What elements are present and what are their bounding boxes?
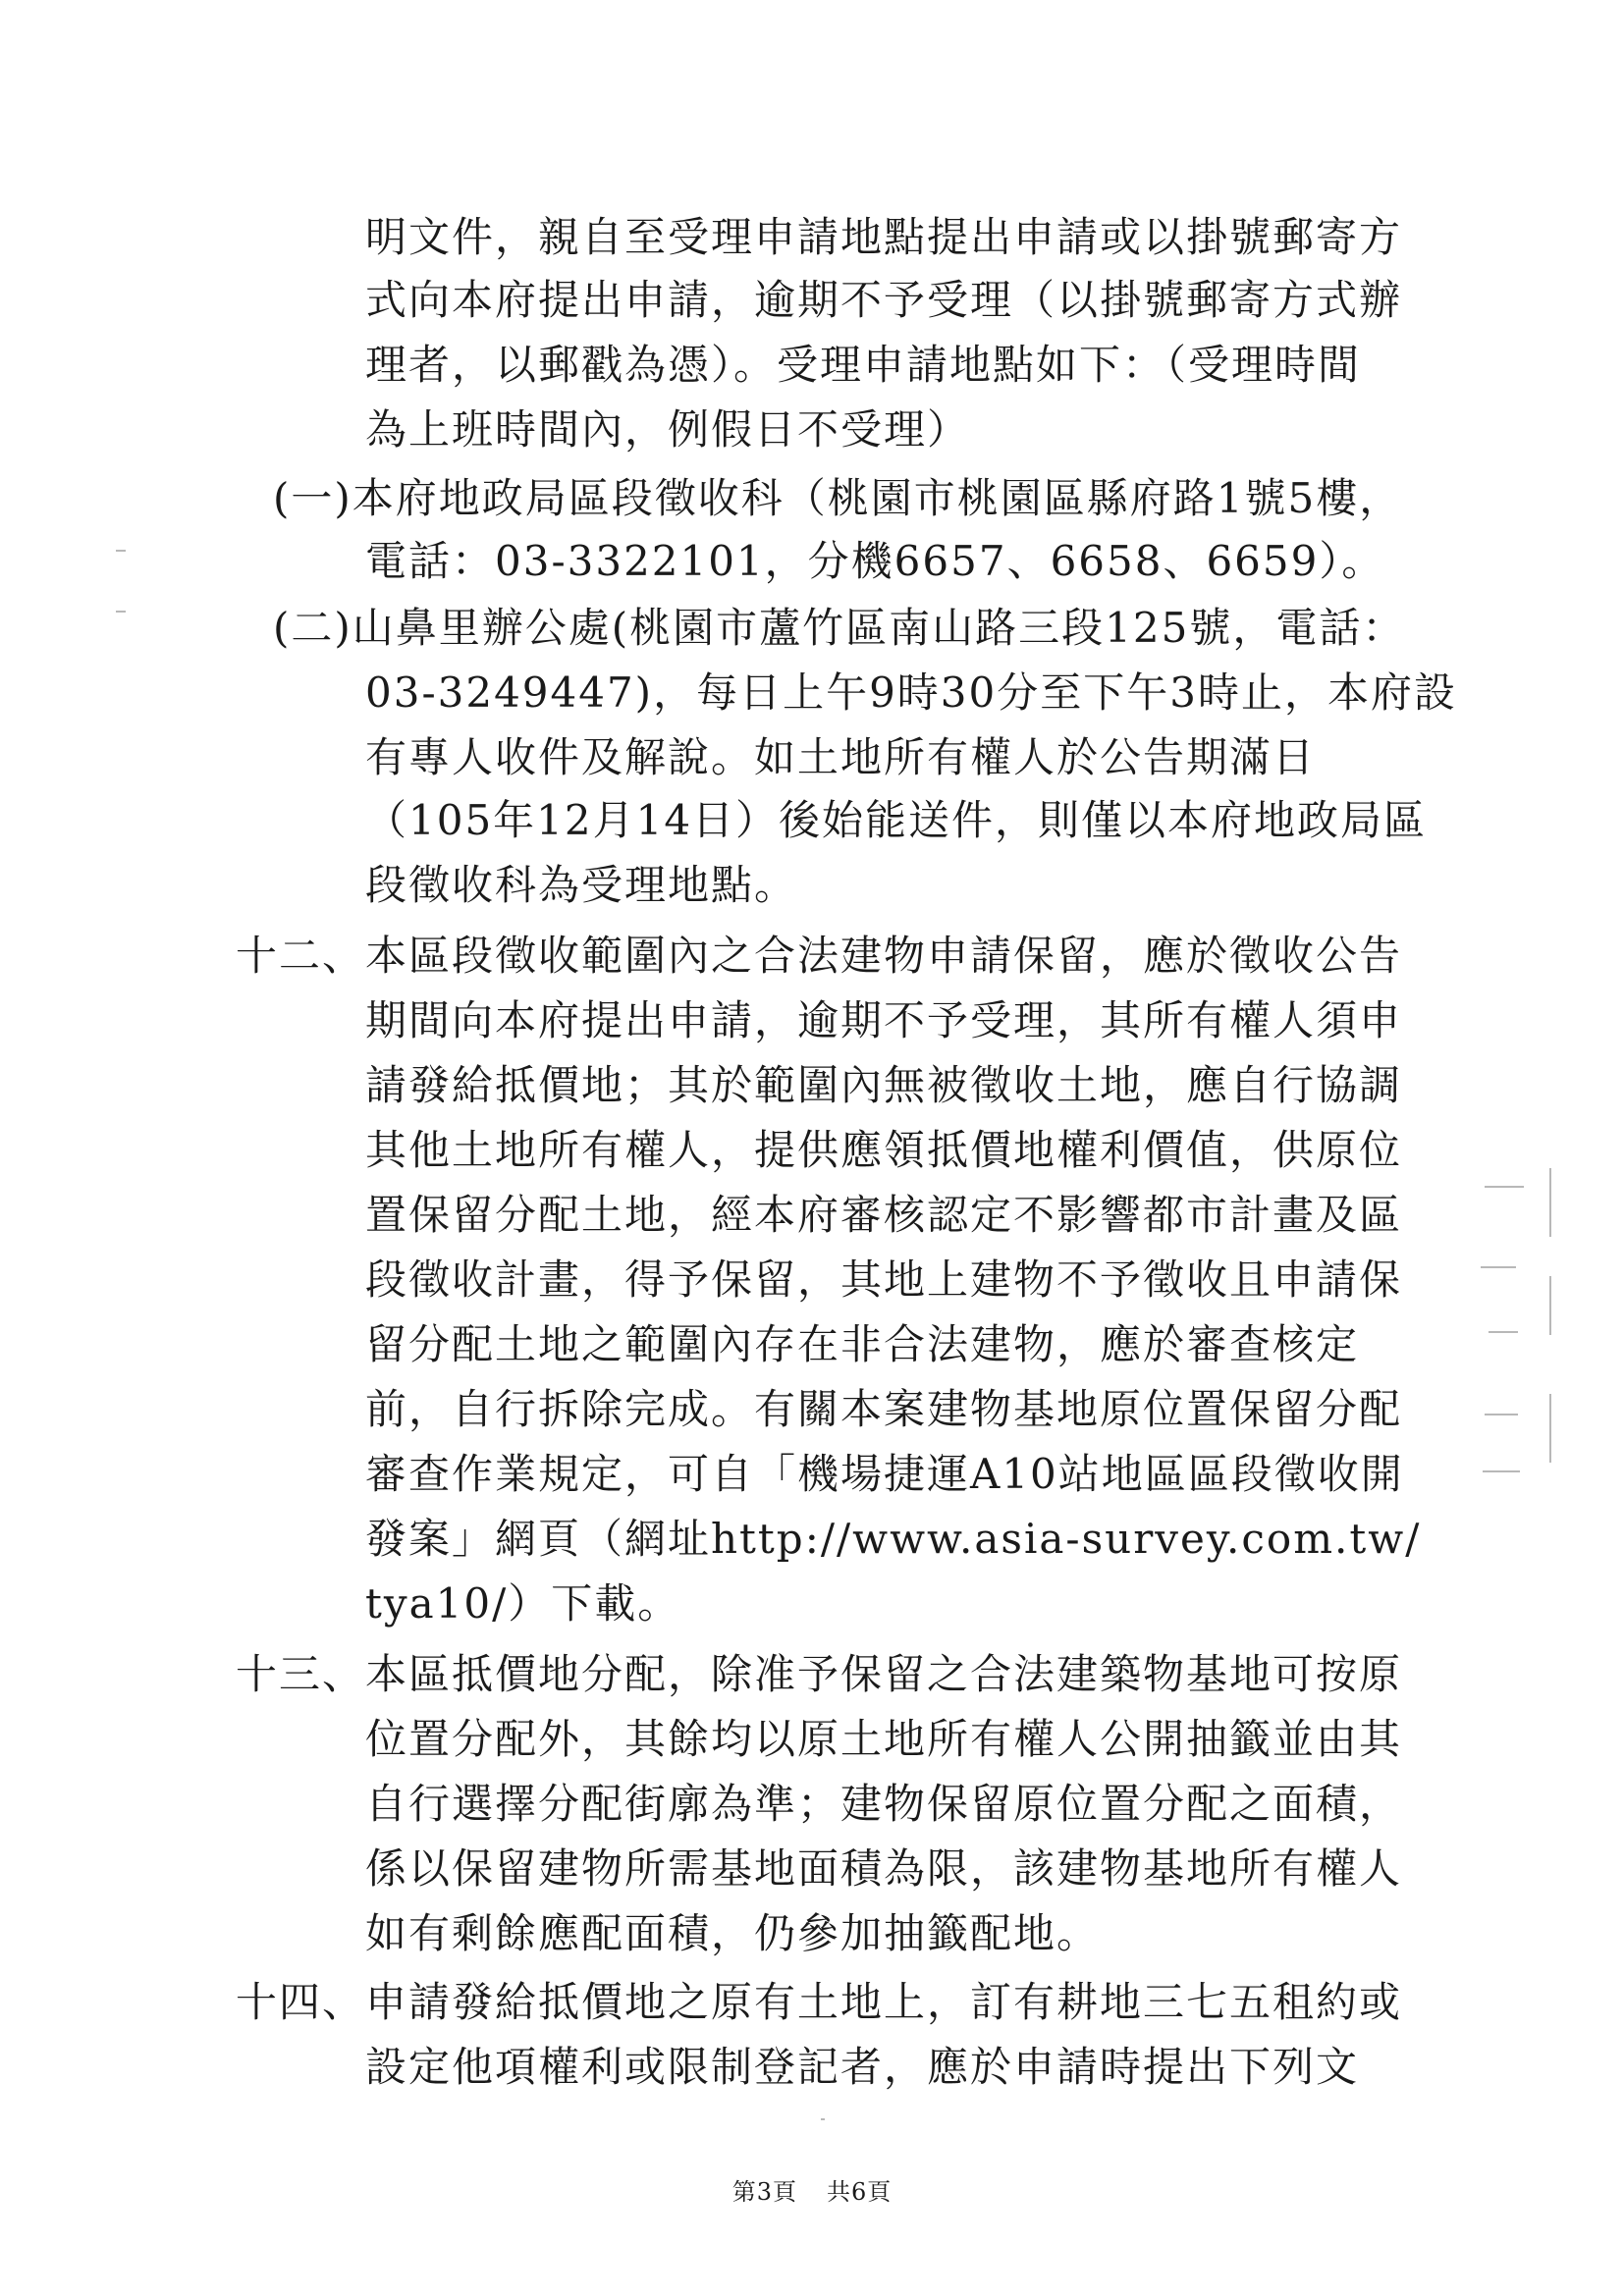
scan-mark xyxy=(1485,1414,1518,1415)
item-13-heading: 十三、本區抵價地分配，除准予保留之合法建築物基地可按原 xyxy=(236,1650,1403,1698)
scan-mark xyxy=(1549,1168,1551,1237)
text-line: 段徵收計畫，得予保留，其地上建物不予徵收且申請保 xyxy=(365,1255,1403,1304)
scan-mark xyxy=(1483,1470,1520,1472)
text-line: 其他土地所有權人，提供應領抵價地權利價值，供原位 xyxy=(365,1126,1403,1174)
scan-mark xyxy=(1549,1394,1551,1463)
text-line: 式向本府提出申請，逾期不予受理（以掛號郵寄方式辦 xyxy=(365,276,1403,324)
sub-item-1-heading: (一)本府地政局區段徵收科（桃園市桃園區縣府路1號5樓， xyxy=(273,474,1403,522)
item-12-heading: 十二、本區段徵收範圍內之合法建物申請保留，應於徵收公告 xyxy=(236,932,1403,980)
text-line: 有專人收件及解說。如土地所有權人於公告期滿日 xyxy=(365,733,1317,781)
text-line: 明文件，親自至受理申請地點提出申請或以掛號郵寄方 xyxy=(365,213,1403,261)
page-footer xyxy=(0,2177,1624,2207)
text-line: 係以保留建物所需基地面積為限，該建物基地所有權人 xyxy=(365,1844,1403,1893)
text-line: 期間向本府提出申請，逾期不予受理，其所有權人須申 xyxy=(365,996,1403,1044)
text-line: 理者，以郵戳為憑）。受理申請地點如下：（受理時間 xyxy=(365,341,1362,389)
text-line: 03-3249447)，每日上午9時30分至下午3時止，本府設 xyxy=(365,668,1457,717)
text-line: 前，自行拆除完成。有關本案建物基地原位置保留分配 xyxy=(365,1385,1403,1433)
text-line: 段徵收科為受理地點。 xyxy=(365,861,798,909)
text-line: 發案」網頁（網址http://www.asia-survey.com.tw/ xyxy=(365,1515,1422,1563)
scan-mark xyxy=(821,2118,825,2120)
sub-item-2-heading: (二)山鼻里辦公處(桃園市蘆竹區南山路三段125號，電話： xyxy=(273,604,1406,652)
item-14-heading: 十四、申請發給抵價地之原有土地上，訂有耕地三七五租約或 xyxy=(236,1978,1403,2026)
scan-mark xyxy=(116,550,126,552)
scan-mark xyxy=(116,611,126,613)
text-line: 電話：03-3322101，分機6657、6658、6659）。 xyxy=(365,537,1385,585)
text-line: tya10/）下載。 xyxy=(365,1579,681,1628)
text-line: 位置分配外，其餘均以原土地所有權人公開抽籤並由其 xyxy=(365,1715,1403,1763)
scan-mark xyxy=(1481,1266,1516,1268)
text-line: 自行選擇分配街廓為準；建物保留原位置分配之面積， xyxy=(365,1780,1403,1828)
text-line: 請發給抵價地；其於範圍內無被徵收土地，應自行協調 xyxy=(365,1061,1403,1109)
text-line: 置保留分配土地，經本府審核認定不影響都市計畫及區 xyxy=(365,1191,1403,1239)
scan-mark xyxy=(1549,1276,1551,1335)
text-line: （105年12月14日）後始能送件，則僅以本府地政局區 xyxy=(365,796,1428,844)
text-line: 如有剩餘應配面積，仍參加抽籤配地。 xyxy=(365,1909,1101,1957)
text-line: 為上班時間內，例假日不受理） xyxy=(365,405,971,454)
scan-mark xyxy=(1485,1186,1524,1188)
scan-mark xyxy=(1489,1331,1518,1333)
page-number: 第3頁 xyxy=(731,2178,797,2206)
text-line: 留分配土地之範圍內存在非合法建物，應於審查核定 xyxy=(365,1320,1360,1368)
page-total: 共6頁 xyxy=(827,2178,893,2206)
text-line: 設定他項權利或限制登記者，應於申請時提出下列文 xyxy=(365,2043,1360,2091)
text-line: 審查作業規定，可自「機場捷運A10站地區區段徵收開 xyxy=(365,1450,1404,1498)
